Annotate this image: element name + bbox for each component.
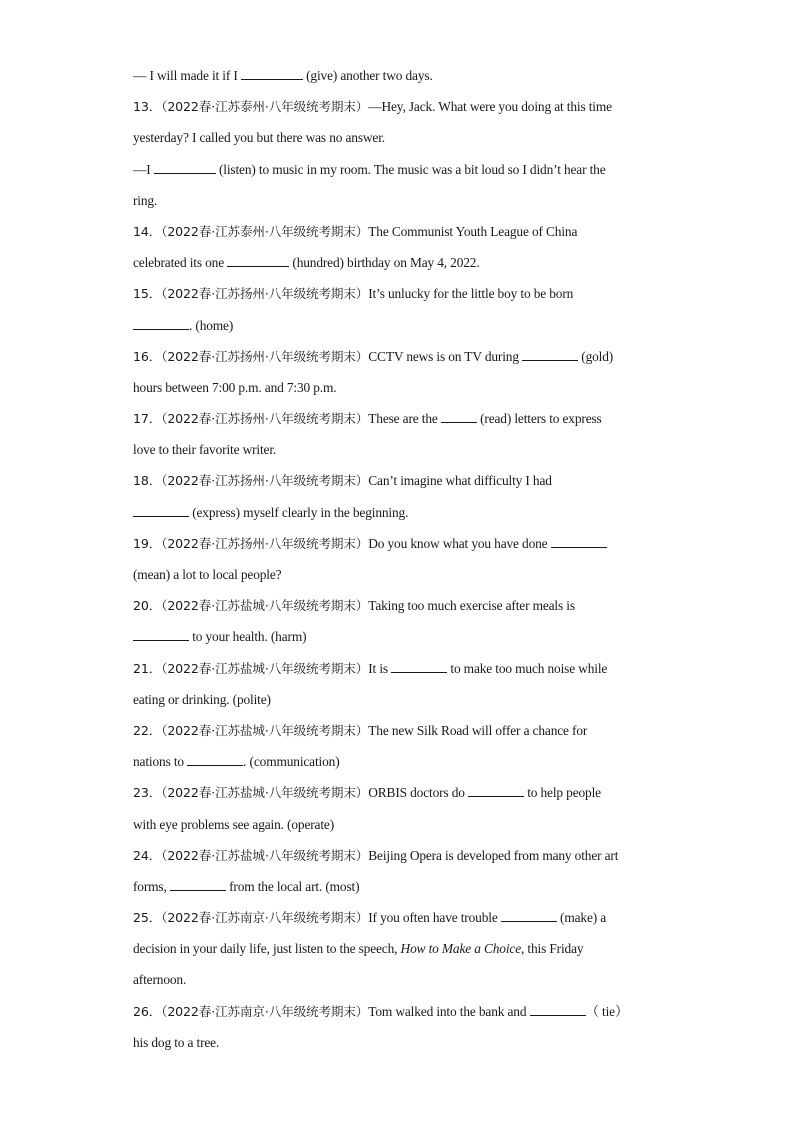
question-25-line-3 (133, 964, 678, 995)
question-text: from the local art. (most) (225, 878, 360, 894)
question-text: ring. (133, 192, 158, 208)
question-13-line-2 (133, 122, 678, 153)
answer-blank[interactable] (133, 316, 189, 330)
question-text: Tom walked into the bank and (368, 1003, 530, 1019)
question-number: 22． (133, 722, 162, 738)
question-source: （2022春·江苏泰州·八年级统考期末） (161, 99, 369, 115)
question-source: （2022春·江苏扬州·八年级统考期末） (161, 411, 369, 427)
question-text: — I will made it if I (133, 68, 241, 83)
question-16 (133, 341, 678, 372)
question-text: celebrated its one (133, 255, 228, 271)
question-text: Beijing Opera is developed from many other art (368, 847, 619, 863)
question-text: Taking too much exercise after meals is (368, 598, 575, 614)
question-text: his dog to a tree. (133, 1034, 220, 1050)
question-text: to make too much noise while (447, 660, 608, 676)
question-text: (give) another two days. (302, 68, 433, 83)
question-17 (133, 403, 678, 434)
question-number: 25． (133, 910, 162, 926)
question-text: The Communist Youth League of China (368, 223, 578, 239)
question-number: 19． (133, 535, 162, 551)
question-18-line-2 (133, 497, 678, 528)
question-number: 18． (133, 473, 162, 489)
question-source: （2022春·江苏盐城·八年级统考期末） (161, 722, 369, 738)
question-source: （2022春·江苏盐城·八年级统考期末） (161, 598, 369, 614)
answer-blank[interactable] (441, 409, 477, 423)
question-22 (133, 715, 678, 746)
question-20 (133, 590, 678, 621)
answer-blank[interactable] (501, 908, 557, 922)
question-13 (133, 91, 678, 122)
question-text: The new Silk Road will offer a chance for (368, 722, 588, 738)
question-source: （2022春·江苏南京·八年级统考期末） (161, 1003, 369, 1019)
question-source: （2022春·江苏南京·八年级统考期末） (161, 910, 369, 926)
worksheet-page (133, 60, 678, 1058)
question-source: （2022春·江苏盐城·八年级统考期末） (161, 847, 369, 863)
question-text: nations to (133, 754, 188, 770)
answer-blank[interactable] (468, 783, 524, 797)
answer-blank[interactable] (530, 1002, 586, 1016)
question-text: (gold) (578, 348, 614, 364)
question-17-line-2 (133, 434, 678, 465)
question-text: decision in your daily life, just listen to the speech, (133, 941, 401, 957)
question-source: （2022春·江苏盐城·八年级统考期末） (161, 660, 369, 676)
answer-blank[interactable] (391, 659, 447, 673)
question-14-line-2 (133, 247, 678, 278)
question-number: 23． (133, 785, 162, 801)
question-13-line-3 (133, 154, 678, 185)
question-text: (make) a (556, 910, 607, 926)
question-23 (133, 777, 678, 808)
question-21 (133, 653, 678, 684)
question-15-line-2 (133, 310, 678, 341)
question-text: If you often have trouble (368, 910, 501, 926)
question-text: (express) myself clearly in the beginning. (189, 504, 409, 520)
question-text: hours between 7:00 p.m. and 7:30 p.m. (133, 379, 337, 395)
question-text: ORBIS doctors do (368, 785, 468, 801)
answer-blank[interactable] (154, 160, 216, 174)
question-text: (mean) a lot to local people? (133, 567, 282, 582)
question-text: —Hey, Jack. What were you doing at this time (368, 99, 612, 115)
question-26 (133, 996, 678, 1027)
speech-title: How to Make a Choice (400, 941, 522, 957)
question-number: 24． (133, 847, 162, 863)
question-text: —I (133, 161, 154, 177)
question-source: （2022春·江苏扬州·八年级统考期末） (161, 348, 369, 364)
question-source: （2022春·江苏盐城·八年级统考期末） (161, 785, 369, 801)
question-18 (133, 465, 678, 496)
question-number: 21． (133, 660, 162, 676)
question-21-line-2 (133, 684, 678, 715)
question-25 (133, 902, 678, 933)
question-text: to help people (524, 785, 601, 801)
question-text: It is (368, 660, 392, 676)
question-text: forms, (133, 878, 170, 894)
answer-blank[interactable] (551, 534, 607, 548)
question-text: , this Friday (521, 941, 584, 957)
question-text: with eye problems see again. (operate) (133, 816, 335, 832)
question-23-line-2 (133, 809, 678, 840)
question-text: It’s unlucky for the little boy to be born (368, 286, 574, 302)
question-text: afternoon. (133, 972, 187, 988)
question-source: （2022春·江苏泰州·八年级统考期末） (161, 223, 369, 239)
question-source: （2022春·江苏扬州·八年级统考期末） (161, 473, 369, 489)
question-24 (133, 840, 678, 871)
question-text: Can’t imagine what difficulty I had (368, 473, 552, 489)
question-text: . (communication) (243, 754, 340, 770)
question-text: to your health. (harm) (189, 629, 307, 645)
question-15 (133, 278, 678, 309)
question-19 (133, 528, 678, 559)
answer-blank[interactable] (133, 503, 189, 517)
question-number: 20． (133, 598, 162, 614)
answer-blank[interactable] (187, 752, 243, 766)
question-text: These are the (368, 411, 441, 427)
question-text: (read) letters to express (476, 411, 602, 427)
question-text: yesterday? I called you but there was no answer. (133, 130, 385, 146)
question-25-line-2 (133, 933, 678, 964)
answer-blank[interactable] (170, 877, 226, 891)
question-text: Do you know what you have done (368, 535, 551, 551)
question-text: (hundred) birthday on May 4, 2022. (289, 255, 480, 271)
question-16-line-2 (133, 372, 678, 403)
question-number: 17． (133, 411, 162, 427)
question-12-continued (133, 60, 678, 91)
question-14 (133, 216, 678, 247)
answer-blank[interactable] (522, 347, 578, 361)
answer-blank[interactable] (133, 627, 189, 641)
question-text: （ tie） (585, 1003, 629, 1019)
question-number: 14． (133, 223, 162, 239)
question-source: （2022春·江苏扬州·八年级统考期末） (161, 286, 369, 302)
question-text: eating or drinking. (polite) (133, 691, 271, 707)
question-text: love to their favorite writer. (133, 442, 277, 458)
question-text: . (home) (189, 317, 234, 333)
answer-blank[interactable] (241, 66, 303, 80)
question-22-line-2 (133, 746, 678, 777)
answer-blank[interactable] (227, 253, 289, 267)
question-text: (listen) to music in my room. The music was a bit loud so I didn’t hear the (215, 161, 606, 177)
question-number: 13． (133, 99, 162, 115)
question-19-line-2 (133, 559, 678, 590)
question-number: 26． (133, 1003, 162, 1019)
question-24-line-2 (133, 871, 678, 902)
question-13-line-4 (133, 185, 678, 216)
question-text: CCTV news is on TV during (368, 348, 523, 364)
question-number: 15． (133, 286, 162, 302)
question-26-line-2 (133, 1027, 678, 1058)
question-20-line-2 (133, 621, 678, 652)
question-source: （2022春·江苏扬州·八年级统考期末） (161, 535, 369, 551)
question-number: 16． (133, 348, 162, 364)
